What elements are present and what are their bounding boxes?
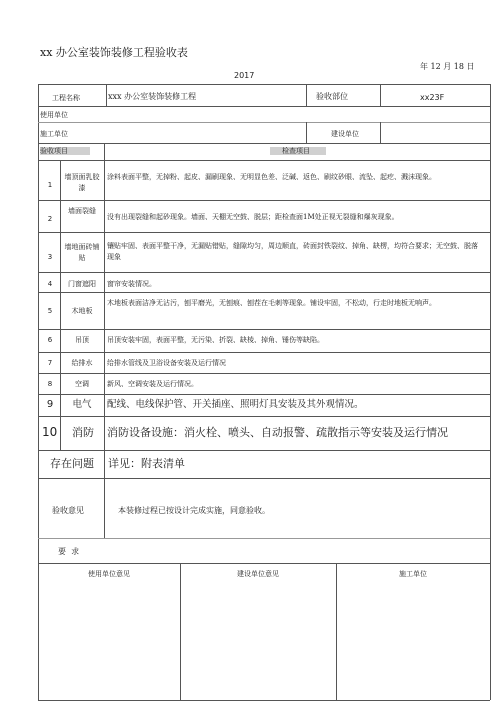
document-year: 2017 <box>234 71 255 80</box>
row-content: 消防设备设施：消火栓、喷头、自动报警、疏散指示等安装及运行情况 <box>107 426 448 439</box>
owner-opinion-header: 建设单位意见 <box>237 570 279 578</box>
row-item-name: 墙面裂缝 <box>68 207 96 215</box>
row-number: 8 <box>47 380 53 388</box>
user-unit-label: 使用单位 <box>40 111 68 119</box>
row-item-name: 墙地面砖铺贴 <box>64 243 100 262</box>
builder-unit-label: 施工单位 <box>40 130 68 138</box>
row-content: 新风、空调安装及运行情况。 <box>107 380 198 388</box>
row-content: 没有出现裂缝和起砂现象。墙面、天棚无空鼓、脱层；距检查面1M处正视无裂缝和爆灰现象。 <box>107 213 399 221</box>
user-opinion-header: 使用单位意见 <box>88 570 130 578</box>
dept-value: xx23F <box>420 93 445 102</box>
row-number: 2 <box>47 215 53 223</box>
row-item-name: 给排水 <box>71 359 93 367</box>
row-item-name: 电气 <box>72 399 92 410</box>
builder-header: 施工单位 <box>399 570 427 578</box>
row-item-name: 木地板 <box>71 307 93 315</box>
row-number: 4 <box>47 280 53 288</box>
row-content: 涂料表面平整，无掉粉、起皮、漏刷现象、无明显色差、泛碱、返色、刷纹砂眼、流坠、起疙、溅沫现象。 <box>107 173 436 181</box>
row-item-name: 门窗遮阳 <box>68 280 96 288</box>
opinion-value: 本装修过程已按设计完成实施，同意验收。 <box>118 506 270 515</box>
row-content: 镶贴牢固、表面平整干净，无漏贴错贴，缝隙均匀，周边顺直，砖面封铁裂纹、掉角、缺楞，均符合要求；无空鼓、脱落现象 <box>107 242 478 261</box>
document-date: 年 12 月 18 日 <box>420 62 475 71</box>
header-content: 检查项目 <box>282 147 310 155</box>
dept-label: 验收部位 <box>316 92 348 101</box>
project-name-label: 工程名称 <box>52 94 80 102</box>
issues-label: 存在问题 <box>50 457 94 470</box>
row-number: 3 <box>47 253 53 261</box>
document-title: xx 办公室装饰装修工程验收表 <box>40 46 188 59</box>
row-item-name: 消防 <box>72 426 94 439</box>
row-content: 吊顶安装牢固，表面平整，无污染、折裂、缺棱、掉角、锤伤等缺陷。 <box>107 336 324 344</box>
row-number: 5 <box>47 307 53 315</box>
row-number: 7 <box>47 359 53 367</box>
row-number: 6 <box>47 336 53 344</box>
row-number: 9 <box>46 399 54 410</box>
project-name-value: xxx 办公室装饰装修工程 <box>108 92 197 101</box>
row-number: 1 <box>47 181 53 189</box>
row-content: 窗帘安装情况。 <box>107 280 156 288</box>
opinion-label: 验收意见 <box>52 506 84 515</box>
row-item-name: 空调 <box>75 380 89 388</box>
row-content: 木地板表面洁净无沾污，刨平磨光，无刨痕、刨茬在毛刺等现象。铺设牢固，不松动，行走时地板无响声。 <box>107 299 436 307</box>
row-number: 10 <box>42 425 58 439</box>
owner-unit-label: 建设单位 <box>331 130 359 138</box>
row-item-name: 吊顶 <box>75 336 89 344</box>
row-content: 给排水管线及卫浴设备安装及运行情况 <box>107 359 226 367</box>
requirement-label: 要 求 <box>58 547 80 556</box>
issues-value: 详见：附表清单 <box>108 457 185 470</box>
header-item: 验收项目 <box>40 147 68 155</box>
row-item-name: 墙顶面乳胶漆 <box>64 173 100 192</box>
row-content: 配线、电线保护管、开关插座、照明灯具安装及其外观情况。 <box>107 399 364 410</box>
